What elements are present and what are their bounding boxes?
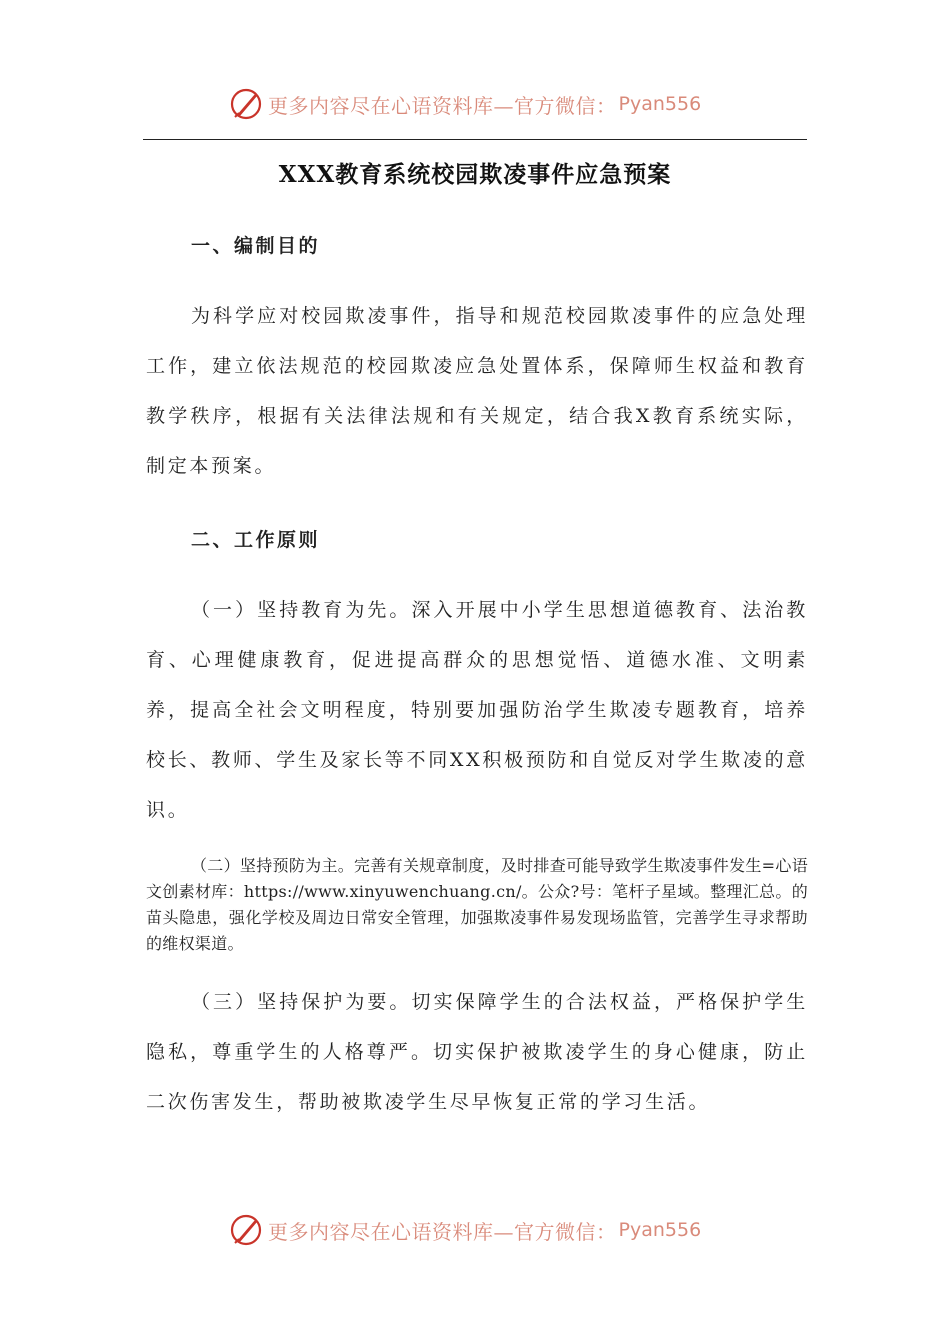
paragraph-principle-1: （一）坚持教育为先。深入开展中小学生思想道德教育、法治教育、心理健康教育，促进提高群众的思想觉悟、道德水准、文明素养，提高全社会文明程度，特别要加强防治学生欺凌专题教育，培养校长、教师、学生及家长等不同XX积极预防和自觉反对学生欺凌的意识。 [146, 599, 808, 821]
paragraph-purpose: 为科学应对校园欺凌事件，指导和规范校园欺凌事件的应急处理工作，建立依法规范的校园欺凌应急处置体系，保障师生权益和教育教学秩序，根据有关法律法规和有关规定，结合我X教育系统实际，制定本预案。 [146, 305, 808, 477]
wechat-id: Pyan556 [618, 93, 702, 115]
section-heading-principles: 二、工作原则 [191, 529, 321, 551]
paragraph-principle-3: （三）坚持保护为要。切实保障学生的合法权益，严格保护学生隐私，尊重学生的人格尊严。切实保护被欺凌学生的身心健康，防止二次伤害发生，帮助被欺凌学生尽早恢复正常的学习生活。 [146, 991, 808, 1113]
footer-banner [228, 1210, 728, 1250]
banner-text: 更多内容尽在心语资料库—官方微信： [268, 93, 617, 118]
paragraph-principle-2: （二）坚持预防为主。完善有关规章制度，及时排查可能导致学生欺凌事件发生=心语文创素材库：https://www.xinyuwenchuang.cn/。公众?号：笔杆子星域。整理汇总。的苗头隐患，强化学校及周边日常安全管理，加强欺凌事件易发现场监管，完善学生寻求帮助的维权渠道。 [146, 856, 808, 953]
quill-pen-logo-icon [228, 86, 264, 122]
section-heading-purpose: 一、编制目的 [191, 235, 321, 257]
wechat-id: Pyan556 [618, 1219, 702, 1241]
document-title: XXX教育系统校园欺凌事件应急预案 [278, 161, 672, 188]
header-banner [228, 84, 728, 124]
header-divider [143, 139, 807, 140]
banner-text: 更多内容尽在心语资料库—官方微信： [268, 1219, 617, 1244]
quill-pen-logo-icon [228, 1212, 264, 1248]
